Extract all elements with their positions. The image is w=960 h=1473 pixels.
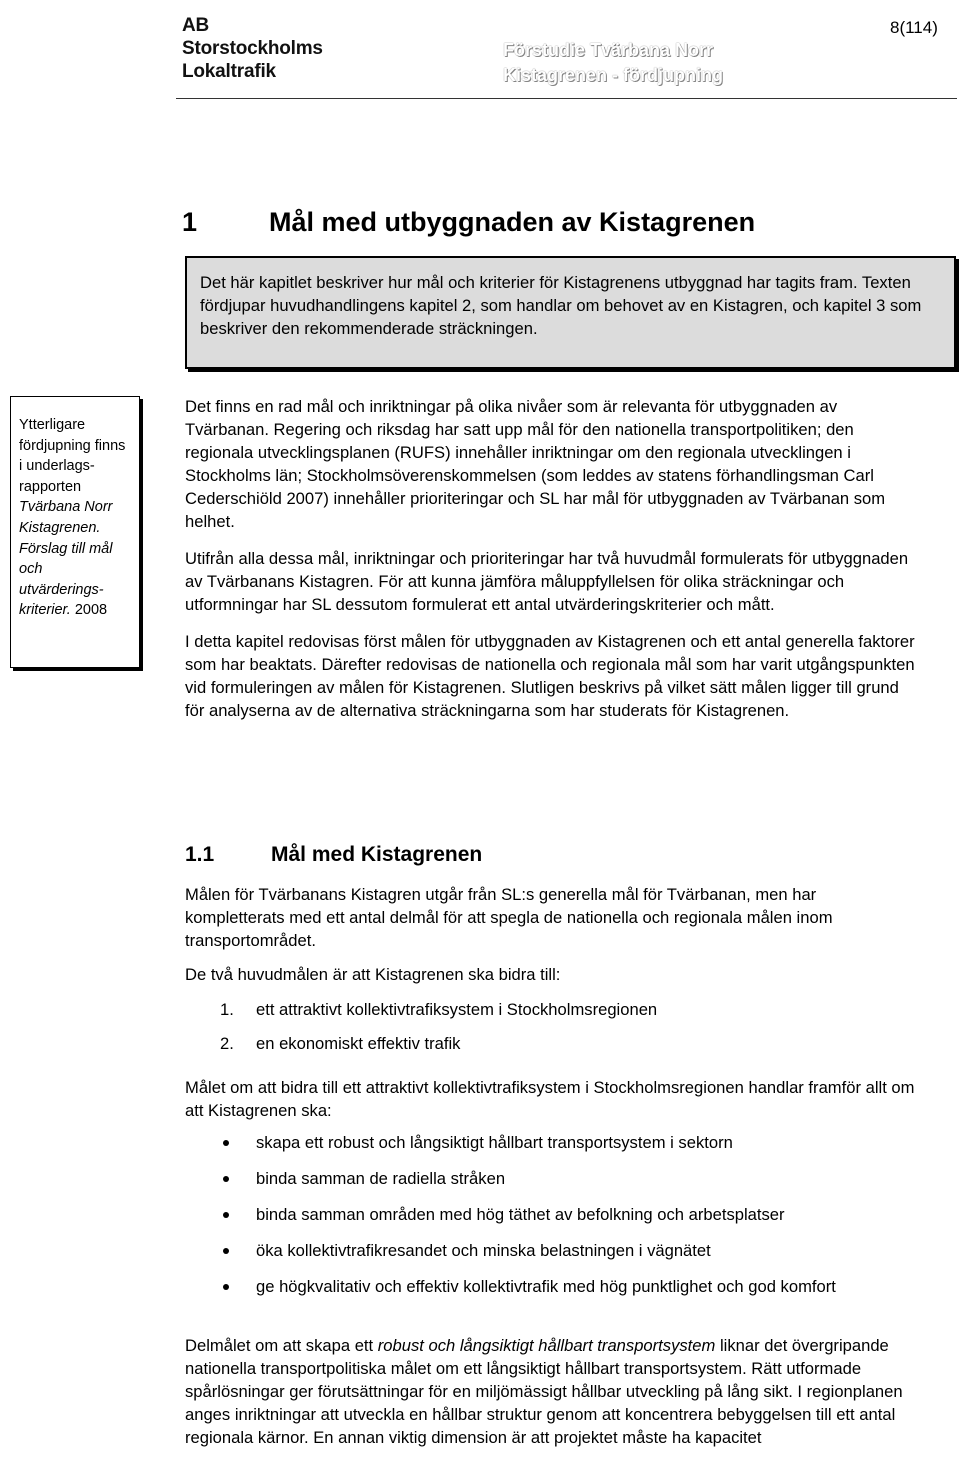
document-title-line-1: Förstudie Tvärbana Norr (503, 40, 714, 60)
list-item-text: öka kollektivtrafikresandet och minska belastningen i vägnätet (256, 1241, 711, 1260)
header-divider (176, 98, 957, 99)
list-item-text: ge högkvalitativ och effektiv kollektivtrafik med hög punktlighet och god komfort (256, 1277, 836, 1296)
list-item-text: binda samman de radiella stråken (256, 1169, 506, 1188)
main-goals-list (185, 998, 920, 1058)
chapter-number: 1 (182, 207, 198, 237)
logo-line-3: Lokaltrafik (182, 61, 276, 82)
section-heading (185, 843, 482, 867)
para4-rest: liknar det övergripande nationella transportpolitiska målet om ett långsiktigt hållbart transportsystem. Rätt utformade spårlösningar ger förutsättningar för en miljömässigt hållbar utveckling på lång sikt. I regionplanen anges inriktningar att utveckla en hållbar struktur genom att koncentrera bebyggelsen till ett antal regionala kärnor. En annan viktig dimension är att projektet måste ha kapacitet (185, 1336, 903, 1447)
chapter-heading (182, 207, 755, 238)
section-number: 1.1 (185, 843, 215, 866)
intro-paragraph-1: Det finns en rad mål och inriktningar på olika nivåer som är relevanta för utbyggnaden av Tvärbanan. Regering och riksdag har satt upp mål för den nationella transportpolitiken; den regionala utvecklingsplanen (RUFS) innehåller inriktningar om den regionala utvecklingen i Stockholms län; Stockholmsöverenskommelsen (som leddes av statens förhandlingsman Carl Cederschiöld 2007) innehåller prioriteringar och SL har mål för utbyggnaden av Tvärbanan som helhet. (185, 397, 886, 531)
side-note-report-title: Tvärbana Norr Kistagrenen. Förslag till mål och utvärderings-kriterier. (19, 499, 113, 619)
list-item-text: ett attraktivt kollektivtrafiksystem i Stockholmsregionen (256, 1000, 658, 1019)
sl-logo (182, 14, 323, 83)
list-marker: 1. (220, 1000, 234, 1019)
logo-line-2: Storstockholms (182, 38, 323, 59)
sub-goals-list (185, 1131, 920, 1331)
bullet-icon (223, 1140, 229, 1146)
section-title: Mål med Kistagrenen (271, 843, 483, 866)
list-item-text: binda samman områden med hög täthet av befolkning och arbetsplatser (256, 1205, 785, 1224)
section-paragraph-3: Målet om att bidra till ett attraktivt kollektivtrafiksystem i Stockholmsregionen handlar framför allt om att Kistagrenen ska: (185, 1078, 915, 1120)
side-note-text: Ytterligare fördjupning finns i underlags-rapporten (19, 417, 126, 495)
para4-start: Delmålet om att skapa ett (185, 1336, 374, 1355)
list-item-text: en ekonomiskt effektiv trafik (256, 1034, 461, 1053)
section-paragraph-1: Målen för Tvärbanans Kistagren utgår från SL:s generella mål för Tvärbanan, men har kompletterats med ett antal delmål för att spegla de nationella och regionala målen inom transportområdet. (185, 885, 833, 950)
bullet-icon (223, 1284, 229, 1290)
list-marker: 2. (220, 1034, 234, 1053)
intro-paragraph-3: I detta kapitel redovisas först målen för utbyggnaden av Kistagrenen och ett antal generella faktorer som har beaktats. Därefter redovisas de nationella och regionala mål som har varit utgångspunkten vid formuleringen av målen för Kistagrenen. Slutligen beskrivs på vilket sätt målen ligger till grund för analyserna av de alternativa sträckningarna som har studerats för Kistagrenen. (185, 632, 915, 720)
section-paragraph-2: De två huvudmålen är att Kistagrenen ska bidra till: (185, 965, 561, 984)
section-paragraph-4 (185, 1334, 920, 1449)
bullet-icon (223, 1176, 229, 1182)
side-note-box (10, 396, 140, 668)
logo-line-1: AB (182, 15, 210, 36)
intro-body (185, 395, 920, 736)
bullet-icon (223, 1212, 229, 1218)
side-note-year: 2008 (74, 602, 108, 619)
para4-emphasis: robust och långsiktigt hållbart transportsystem (377, 1336, 716, 1355)
intro-paragraph-2: Utifrån alla dessa mål, inriktningar och prioriteringar har två huvudmål formulerats för utbyggnaden av Tvärbanans Kistagren. För att kunna jämföra måluppfyllelsen för olika sträckningar och utformningar har SL dessutom formulerat ett antal utvärderingskriterier och mått. (185, 549, 909, 614)
document-title (503, 38, 723, 88)
chapter-summary-box: Det här kapitlet beskriver hur mål och kriterier för Kistagrenens utbyggnad har tagits fram. Texten fördjupar huvudhandlingens kapitel 2, som handlar om behovet av en Kistagren, och kapitel 3 som beskriver den rekommenderade sträckningen. (185, 256, 956, 369)
document-title-line-2: Kistagrenen - fördjupning (503, 65, 723, 85)
page-number: 8(114) (890, 18, 938, 37)
list-item-text: skapa ett robust och långsiktigt hållbart transportsystem i sektorn (256, 1133, 733, 1152)
bullet-icon (223, 1248, 229, 1254)
chapter-title: Mål med utbyggnaden av Kistagrenen (269, 207, 756, 237)
